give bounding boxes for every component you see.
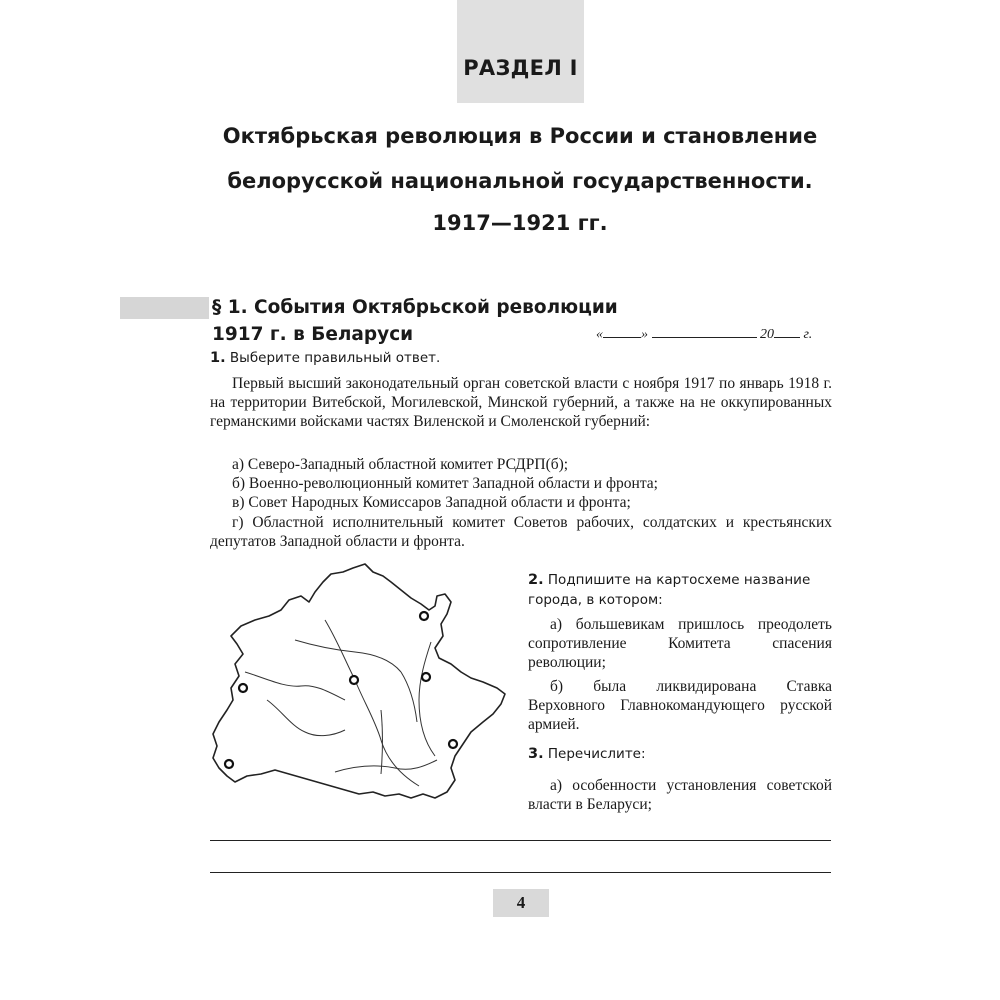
chapter-title-line-2: белорусской национальной государственности. bbox=[227, 169, 813, 193]
city-marker-grodno bbox=[239, 684, 247, 692]
task-1-question: Первый высший законодательный орган советской власти с ноября 1917 по январь 1918 г. на территории Витебской, Могилевской, Минской губерний, а также на не оккупированных германскими войсками частях Виленской и Смоленской губерний: bbox=[210, 375, 832, 431]
task-2-number: 2. bbox=[528, 572, 544, 588]
task-1-number: 1. bbox=[210, 350, 226, 366]
paragraph-title-line-2: 1917 г. в Беларуси bbox=[212, 324, 414, 345]
answer-line-2[interactable] bbox=[210, 872, 831, 873]
chapter-title-line-3: 1917—1921 гг. bbox=[432, 211, 608, 235]
task-3-number: 3. bbox=[528, 746, 544, 762]
task-3-instruction: Перечислите: bbox=[547, 746, 646, 762]
page-number: 4 bbox=[493, 889, 549, 917]
river-7 bbox=[295, 640, 401, 672]
river-3 bbox=[267, 700, 345, 736]
river-8 bbox=[401, 672, 417, 722]
task-1-option-b: б) Военно-революционный комитет Западной области и фронта; bbox=[232, 475, 658, 493]
task-1-option-a: а) Северо-Западный областной комитет РСДРП(б); bbox=[232, 456, 569, 473]
date-close-quote: » bbox=[641, 327, 648, 342]
river-2 bbox=[245, 672, 345, 700]
section-header bbox=[457, 0, 584, 103]
belarus-outline-map bbox=[205, 560, 515, 815]
river-4 bbox=[419, 642, 435, 756]
chapter-title-line-1: Октябрьская революция в России и становление bbox=[222, 124, 818, 148]
task-2-heading bbox=[528, 570, 832, 610]
section-label: РАЗДЕЛ I bbox=[463, 56, 578, 80]
date-year-suffix: г. bbox=[803, 327, 813, 342]
paragraph-number: § 1. bbox=[212, 297, 248, 318]
task-1-options bbox=[232, 455, 832, 513]
task-3-item-a: а) особенности установления советской власти в Беларуси; bbox=[528, 777, 832, 814]
date-field bbox=[596, 327, 812, 343]
city-marker-gomel bbox=[449, 740, 457, 748]
date-year-prefix: 20 bbox=[760, 327, 774, 342]
paragraph-marker-bar bbox=[120, 297, 209, 319]
task-3-heading bbox=[528, 746, 832, 762]
task-1-instruction: Выберите правильный ответ. bbox=[229, 350, 441, 366]
answer-line-1[interactable] bbox=[210, 840, 831, 841]
task-2-item-b: б) была ликвидирована Ставка Верховного Главнокомандующего русской армией. bbox=[528, 678, 832, 734]
task-1-heading bbox=[210, 350, 440, 366]
task-2-item-a: а) большевикам пришлось преодолеть сопротивление Комитета спасения революции; bbox=[528, 616, 832, 672]
city-marker-mogilev bbox=[422, 673, 430, 681]
city-marker-minsk bbox=[350, 676, 358, 684]
paragraph-title bbox=[212, 294, 618, 348]
date-open-quote: « bbox=[596, 327, 603, 342]
task-1-option-c: в) Совет Народных Комиссаров Западной области и фронта; bbox=[232, 494, 631, 512]
paragraph-title-line-1: События Октябрьской революции bbox=[254, 297, 618, 318]
date-day-blank[interactable] bbox=[603, 337, 641, 338]
date-year-blank[interactable] bbox=[774, 337, 800, 338]
task-1-option-d: г) Областной исполнительный комитет Советов рабочих, солдатских и крестьянских депутатов Западной области и фронта. bbox=[210, 514, 832, 551]
map-rivers bbox=[245, 620, 437, 786]
city-marker-brest bbox=[225, 760, 233, 768]
map-cities bbox=[225, 612, 457, 768]
date-month-blank[interactable] bbox=[652, 337, 757, 338]
city-marker-vitebsk bbox=[420, 612, 428, 620]
river-1 bbox=[325, 620, 419, 786]
river-5 bbox=[335, 760, 437, 772]
task-2-instruction: Подпишите на картосхеме название города, в котором: bbox=[528, 572, 811, 608]
